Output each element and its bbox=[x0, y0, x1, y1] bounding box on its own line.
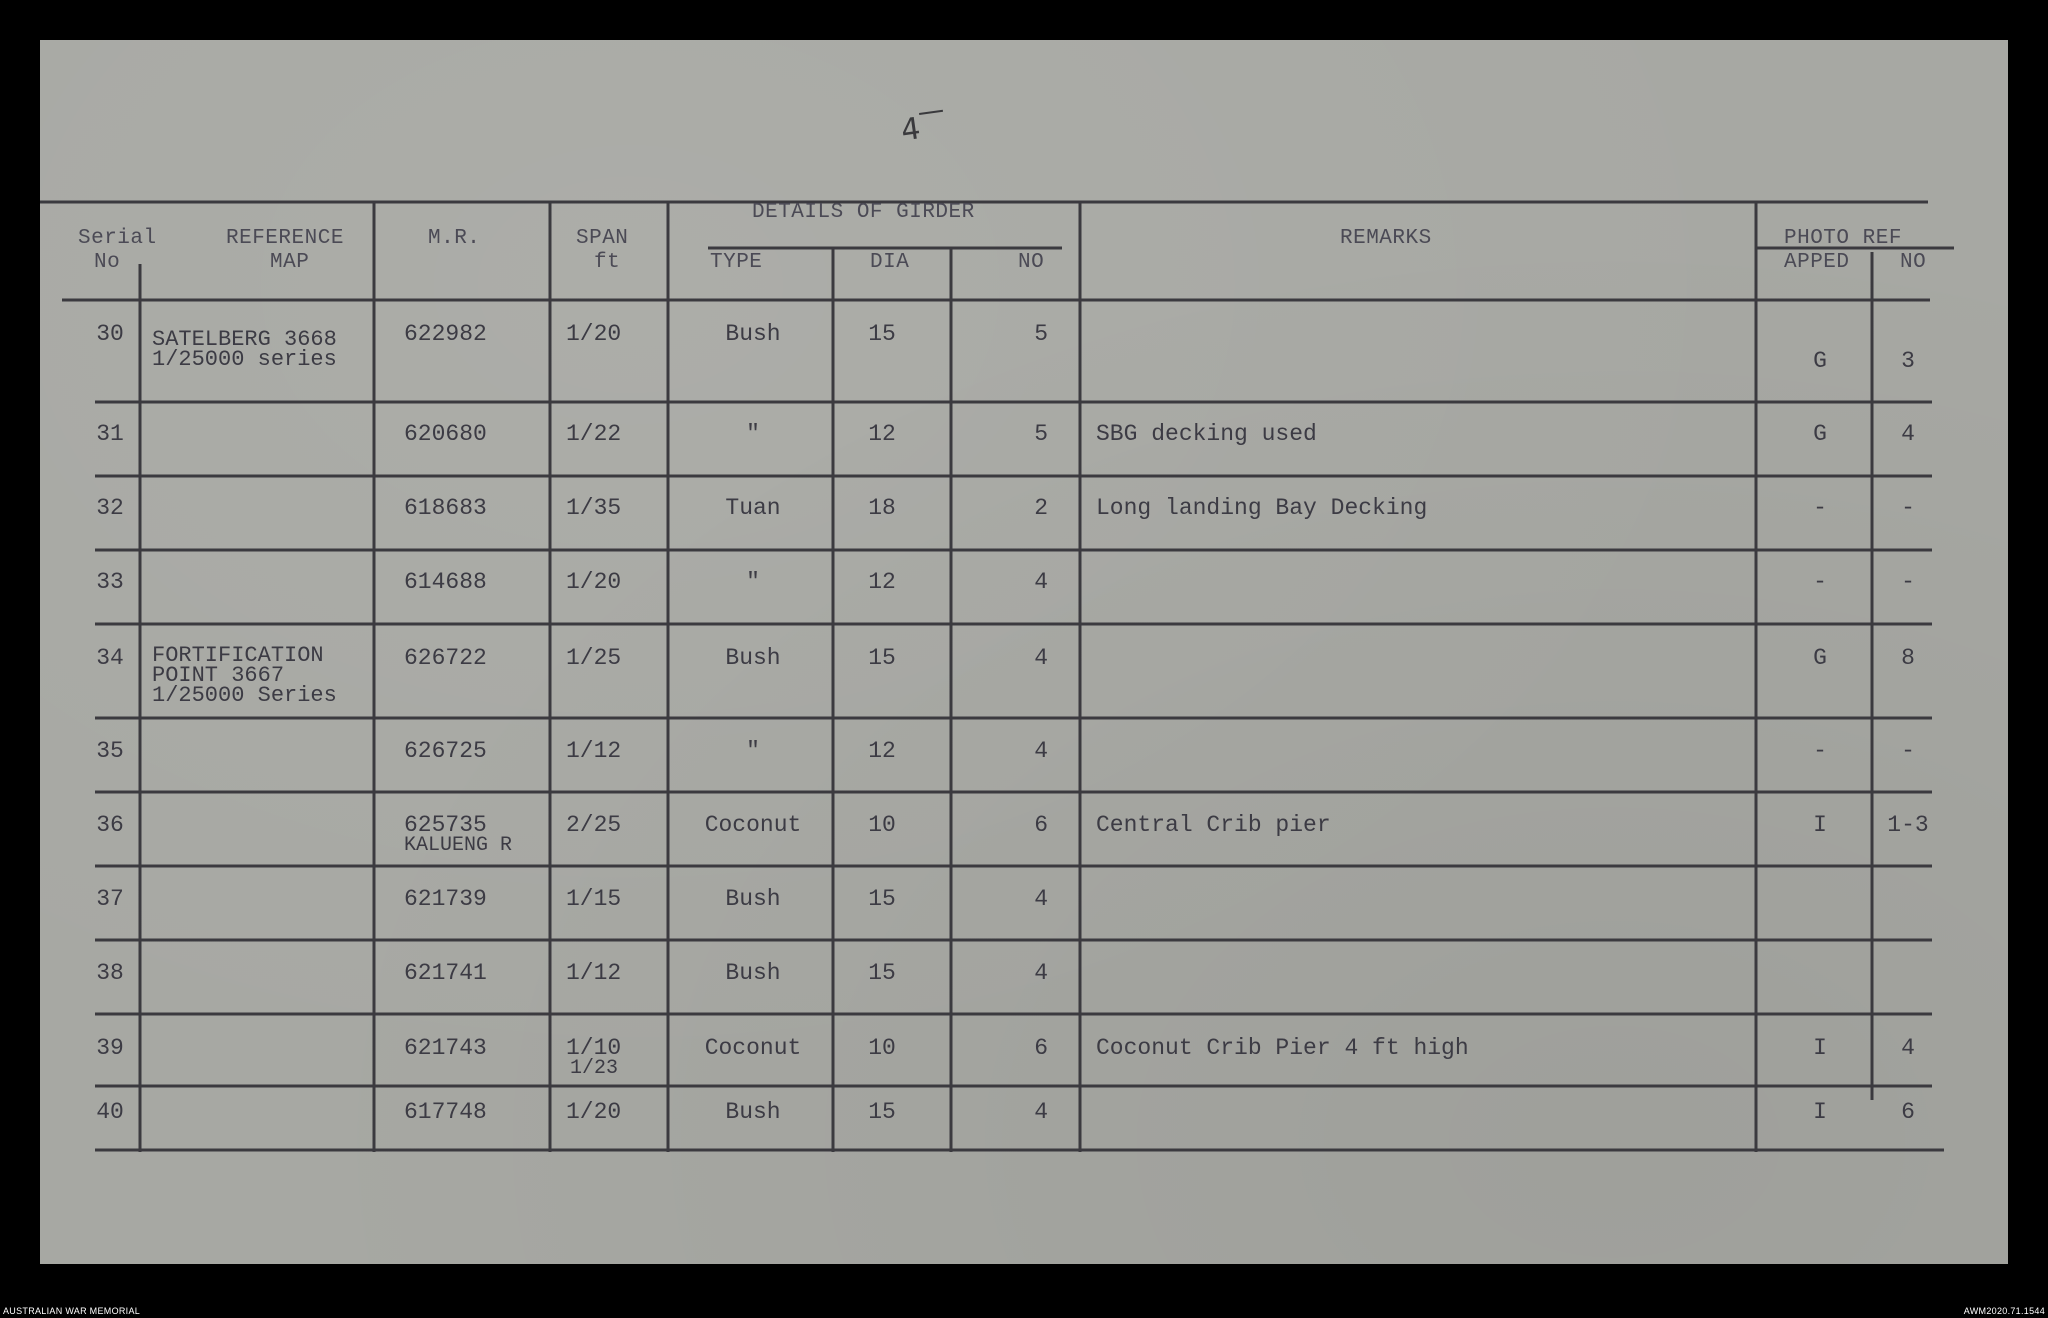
cell-no: 4 bbox=[1034, 645, 1048, 671]
cell-remarks: Central Crib pier bbox=[1096, 812, 1331, 838]
header-span: SPAN bbox=[576, 227, 629, 250]
cell-mr: 626725 bbox=[404, 738, 487, 764]
cell-photo-no: - bbox=[1901, 738, 1915, 764]
footer-institution: AUSTRALIAN WAR MEMORIAL bbox=[3, 1306, 141, 1316]
header-photo-ref: PHOTO REF bbox=[1784, 227, 1902, 250]
cell-type: Bush bbox=[725, 960, 781, 986]
cell-photo-no: - bbox=[1901, 569, 1915, 595]
cell-type: Tuan bbox=[725, 495, 781, 521]
cell-photo-no: 4 bbox=[1901, 421, 1915, 447]
cell-dia: 12 bbox=[868, 738, 896, 764]
cell-dia: 10 bbox=[868, 812, 896, 838]
header-reference: REFERENCE bbox=[226, 227, 344, 250]
cell-span: 1/20 bbox=[566, 569, 622, 595]
cell-serial: 38 bbox=[96, 960, 124, 986]
cell-photo-no: 8 bbox=[1901, 645, 1915, 671]
cell-type: Bush bbox=[725, 1099, 781, 1125]
cell-no: 2 bbox=[1034, 495, 1048, 521]
cell-mr: 626722 bbox=[404, 645, 487, 671]
cell-photo-no: - bbox=[1901, 495, 1915, 521]
header-apped: APPED bbox=[1784, 251, 1850, 274]
cell-dia: 10 bbox=[868, 1035, 896, 1061]
cell-type: " bbox=[746, 569, 760, 595]
cell-apped: - bbox=[1813, 738, 1827, 764]
cell-serial: 39 bbox=[96, 1035, 124, 1061]
cell-no: 4 bbox=[1034, 738, 1048, 764]
cell-mr: 614688 bbox=[404, 569, 487, 595]
cell-mr: 617748 bbox=[404, 1099, 487, 1125]
cell-span: 2/25 bbox=[566, 812, 622, 838]
footer-accession-number: AWM2020.71.1544 bbox=[1963, 1306, 2045, 1316]
cell-remarks: SBG decking used bbox=[1096, 421, 1317, 447]
cell-dia: 15 bbox=[868, 645, 896, 671]
cell-apped: - bbox=[1813, 495, 1827, 521]
cell-serial: 30 bbox=[96, 321, 124, 347]
cell-span: 1/12 bbox=[566, 738, 622, 764]
header-girder-details: DETAILS OF GIRDER bbox=[752, 201, 975, 224]
header-map: MAP bbox=[270, 251, 310, 274]
cell-no: 4 bbox=[1034, 1099, 1048, 1125]
cell-type: Coconut bbox=[704, 1035, 802, 1061]
cell-span: 1/25 bbox=[566, 645, 622, 671]
cell-serial: 35 bbox=[96, 738, 124, 764]
cell-no: 4 bbox=[1034, 886, 1048, 912]
cell-photo-no: 3 bbox=[1901, 348, 1915, 374]
cell-no: 4 bbox=[1034, 960, 1048, 986]
cell-serial: 33 bbox=[96, 569, 124, 595]
cell-apped: I bbox=[1813, 1099, 1827, 1125]
cell-span: 1/35 bbox=[566, 495, 622, 521]
cell-type: " bbox=[746, 421, 760, 447]
cell-serial: 32 bbox=[96, 495, 124, 521]
cell-type: Bush bbox=[725, 886, 781, 912]
cell-reference-map: SATELBERG 3668 bbox=[152, 327, 337, 352]
cell-span: 1/10 bbox=[566, 1035, 622, 1061]
cell-mr-note: KALUENG R bbox=[404, 834, 513, 857]
cell-dia: 15 bbox=[868, 960, 896, 986]
cell-apped: G bbox=[1813, 645, 1827, 671]
cell-dia: 18 bbox=[868, 495, 896, 521]
cell-mr: 621743 bbox=[404, 1035, 487, 1061]
cell-serial: 40 bbox=[96, 1099, 124, 1125]
cell-mr: 622982 bbox=[404, 321, 487, 347]
cell-mr: 618683 bbox=[404, 495, 487, 521]
cell-serial: 31 bbox=[96, 421, 124, 447]
cell-type: Bush bbox=[725, 645, 781, 671]
cell-span: 1/20 bbox=[566, 321, 622, 347]
cell-no: 5 bbox=[1034, 321, 1048, 347]
header-type: TYPE bbox=[710, 251, 763, 274]
cell-type: Bush bbox=[725, 321, 781, 347]
cell-no: 5 bbox=[1034, 421, 1048, 447]
cell-mr: 621739 bbox=[404, 886, 487, 912]
cell-remarks: Long landing Bay Decking bbox=[1096, 495, 1428, 521]
cell-apped: G bbox=[1813, 421, 1827, 447]
header-serial-no: No bbox=[94, 251, 121, 274]
cell-serial: 37 bbox=[96, 886, 124, 912]
cell-apped: G bbox=[1813, 348, 1827, 374]
cell-dia: 15 bbox=[868, 886, 896, 912]
cell-photo-no: 1-3 bbox=[1887, 812, 1929, 838]
cell-reference-map: 1/25000 Series bbox=[152, 683, 337, 708]
cell-remarks: Coconut Crib Pier 4 ft high bbox=[1096, 1035, 1469, 1061]
cell-dia: 12 bbox=[868, 569, 896, 595]
cell-type: " bbox=[746, 738, 760, 764]
cell-span: 1/15 bbox=[566, 886, 622, 912]
cell-no: 6 bbox=[1034, 1035, 1048, 1061]
cell-mr: 625735 bbox=[404, 812, 487, 838]
header-remarks: REMARKS bbox=[1340, 227, 1432, 250]
cell-no: 4 bbox=[1034, 569, 1048, 595]
cell-serial: 34 bbox=[96, 645, 124, 671]
cell-type: Coconut bbox=[704, 812, 802, 838]
cell-apped: I bbox=[1813, 1035, 1827, 1061]
cell-span-second: 1/23 bbox=[570, 1057, 619, 1080]
cell-apped: - bbox=[1813, 569, 1827, 595]
header-photo-no: NO bbox=[1900, 251, 1927, 274]
cell-dia: 12 bbox=[868, 421, 896, 447]
page-mark-number: 4 bbox=[898, 111, 923, 149]
cell-dia: 15 bbox=[868, 1099, 896, 1125]
cell-mr: 620680 bbox=[404, 421, 487, 447]
cell-span: 1/20 bbox=[566, 1099, 622, 1125]
cell-reference-map: 1/25000 series bbox=[152, 347, 337, 372]
cell-apped: I bbox=[1813, 812, 1827, 838]
cell-reference-map: POINT 3667 bbox=[152, 663, 285, 688]
cell-span: 1/12 bbox=[566, 960, 622, 986]
cell-mr: 621741 bbox=[404, 960, 487, 986]
header-serial: Serial bbox=[78, 227, 157, 250]
header-mr: M.R. bbox=[428, 227, 481, 250]
header-span-unit: ft bbox=[594, 251, 621, 274]
cell-reference-map: FORTIFICATION bbox=[152, 643, 324, 668]
cell-span: 1/22 bbox=[566, 421, 622, 447]
cell-no: 6 bbox=[1034, 812, 1048, 838]
header-dia: DIA bbox=[870, 251, 910, 274]
cell-serial: 36 bbox=[96, 812, 124, 838]
cell-photo-no: 4 bbox=[1901, 1035, 1915, 1061]
cell-dia: 15 bbox=[868, 321, 896, 347]
header-no: NO bbox=[1018, 251, 1045, 274]
cell-photo-no: 6 bbox=[1901, 1099, 1915, 1125]
